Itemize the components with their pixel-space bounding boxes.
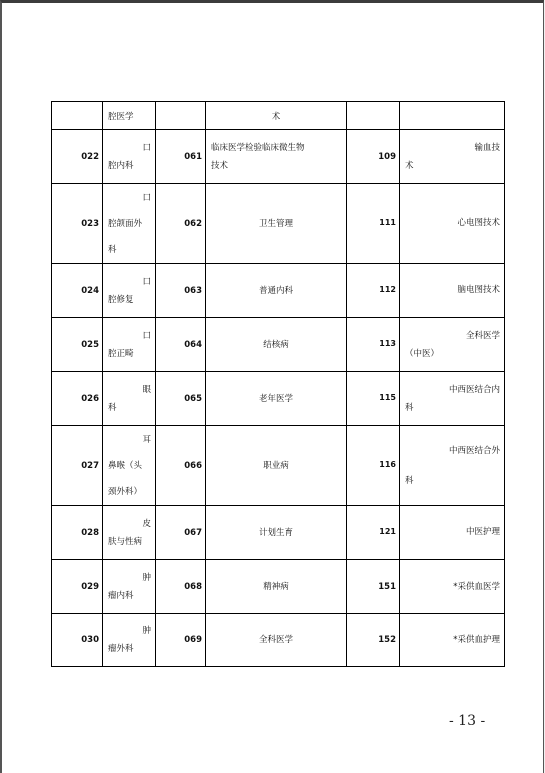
- specialty-text: （中医）: [405, 348, 440, 359]
- specialty-text: 颈外科）: [108, 486, 143, 497]
- specialty-text: 脑电图技术: [457, 285, 500, 295]
- specialty-text: 口: [142, 192, 151, 203]
- specialty-text: 中医护理: [465, 527, 500, 537]
- specialty-text: 术: [405, 160, 414, 171]
- specialty-text: 普通内科: [206, 264, 347, 318]
- specialty-text: 腔颌面外: [108, 218, 143, 229]
- specialty-text: 精神病: [206, 560, 347, 614]
- specialty-text: 肿: [142, 572, 151, 583]
- code-cell: 121: [379, 526, 396, 536]
- code-cell: 116: [379, 459, 396, 469]
- specialty-text: 输血技: [474, 142, 500, 153]
- specialty-text: 口: [142, 142, 151, 153]
- specialty-text: 临床医学检验临床微生物: [211, 142, 305, 153]
- code-cell: 115: [379, 392, 396, 402]
- specialty-text: 科: [405, 475, 414, 486]
- code-cell: 151: [347, 560, 400, 614]
- code-cell: 023: [52, 184, 103, 264]
- table-row: [52, 506, 505, 560]
- table-row: [52, 426, 505, 506]
- table-cell: [400, 102, 505, 130]
- table-cell: [52, 102, 103, 130]
- code-cell: 112: [379, 284, 396, 294]
- code-cell: 064: [156, 318, 206, 372]
- specialty-text: 肿: [142, 626, 151, 636]
- specialty-text: 全科医学: [206, 614, 347, 667]
- code-cell: 027: [52, 426, 103, 506]
- code-cell: 026: [52, 372, 103, 426]
- table-row: [52, 318, 505, 372]
- specialty-text: 耳: [142, 434, 151, 445]
- specialty-text: 卫生管理: [206, 184, 347, 264]
- specialty-text: 肤与性病: [108, 536, 143, 547]
- specialty-code-table: [51, 101, 505, 667]
- code-cell: 062: [156, 184, 206, 264]
- specialty-text: *采供血护理: [400, 614, 505, 667]
- specialty-text: 鼻喉（头: [108, 460, 143, 471]
- specialty-text: 科: [108, 402, 117, 413]
- code-cell: 028: [52, 506, 103, 560]
- specialty-text: 口: [142, 330, 151, 341]
- specialty-text: 腔正畸: [108, 348, 134, 359]
- table-cell: 术: [206, 102, 347, 130]
- specialty-text: 皮: [142, 518, 151, 529]
- specialty-text: 中西医结合外: [448, 445, 500, 456]
- code-cell: 069: [156, 614, 206, 667]
- specialty-text: 技术: [211, 160, 229, 171]
- code-cell: 063: [156, 264, 206, 318]
- table-row: [52, 184, 505, 264]
- specialty-text: 全科医学: [465, 330, 500, 341]
- code-cell: 029: [52, 560, 103, 614]
- specialty-text: 科: [405, 402, 414, 413]
- code-cell: 067: [156, 506, 206, 560]
- specialty-text: *采供血医学: [400, 560, 505, 614]
- table-row: [52, 264, 505, 318]
- code-cell: 061: [156, 130, 206, 184]
- specialty-text: 结核病: [206, 318, 347, 372]
- table-row: [52, 560, 505, 614]
- table-cell: 腔医学: [103, 102, 156, 130]
- specialty-text: 瘤内科: [108, 590, 134, 601]
- table-row: [52, 372, 505, 426]
- table-cell: [347, 102, 400, 130]
- code-cell: 066: [156, 426, 206, 506]
- code-cell: 030: [52, 614, 103, 667]
- table-row: [52, 614, 505, 667]
- code-cell: 022: [52, 130, 103, 184]
- specialty-text: 科: [108, 244, 117, 255]
- code-cell: 068: [156, 560, 206, 614]
- specialty-text: 腔修复: [108, 294, 134, 305]
- table-cell: [156, 102, 206, 130]
- specialty-text: 老年医学: [206, 372, 347, 426]
- specialty-text: 计划生育: [206, 506, 347, 560]
- code-cell: 109: [347, 130, 400, 184]
- page-number: - 13 -: [449, 713, 486, 729]
- table-row: [52, 130, 505, 184]
- code-cell: 111: [379, 217, 396, 227]
- specialty-text: 口: [142, 276, 151, 287]
- specialty-text: 中西医结合内: [448, 384, 500, 395]
- code-cell: 024: [52, 264, 103, 318]
- specialty-text: 瘤外科: [108, 644, 134, 654]
- code-cell: 152: [347, 614, 400, 667]
- specialty-text: 职业病: [206, 426, 347, 506]
- code-cell: 065: [156, 372, 206, 426]
- specialty-text: 心电图技术: [457, 218, 500, 228]
- specialty-text: 腔内科: [108, 160, 134, 171]
- specialty-text: 眼: [142, 384, 151, 395]
- table-row: [52, 102, 505, 130]
- code-cell: 113: [379, 338, 396, 348]
- code-cell: 025: [52, 318, 103, 372]
